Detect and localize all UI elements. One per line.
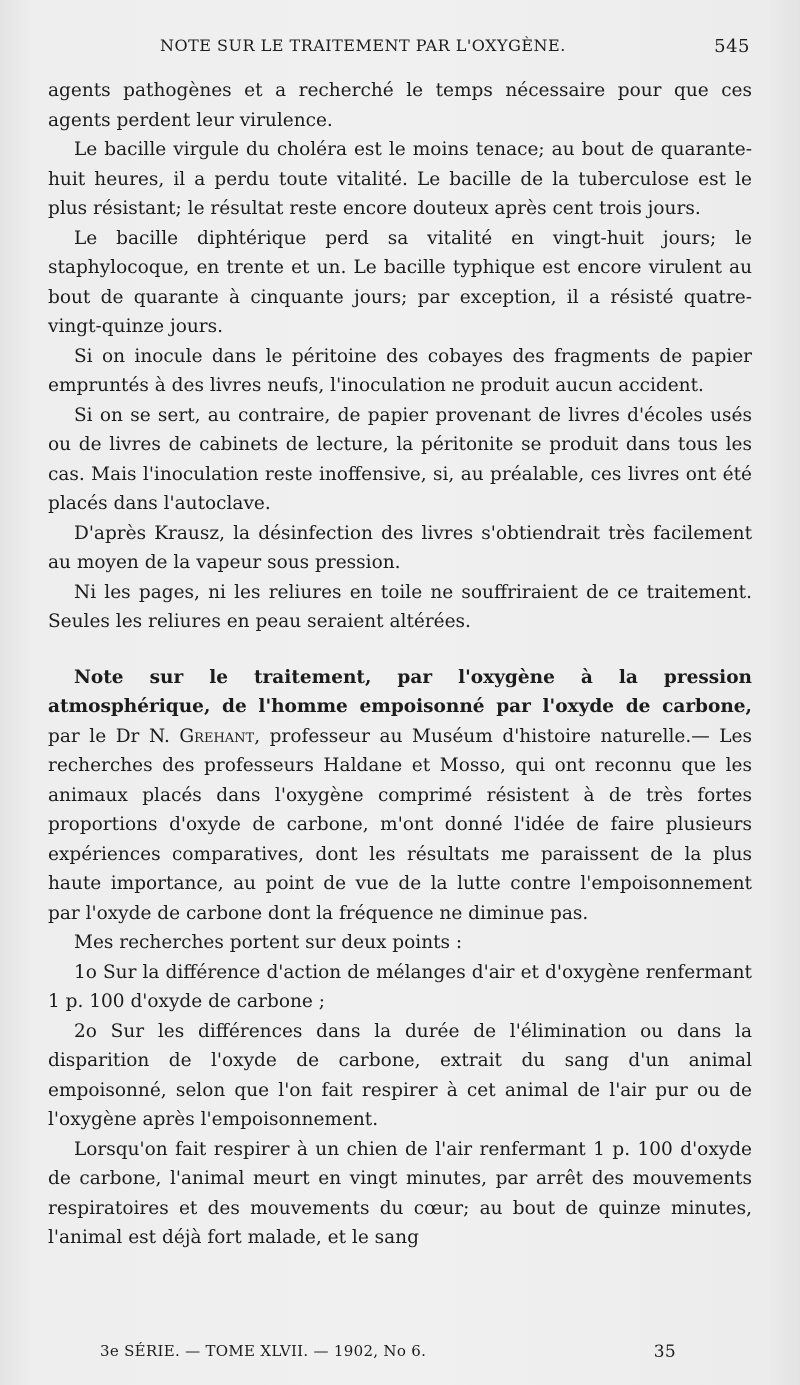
page-footer — [100, 1342, 676, 1366]
body-text — [48, 76, 752, 1253]
note-byline: par le Dr N. — [48, 725, 180, 747]
paragraph: Mes recherches portent sur deux points : — [74, 932, 463, 953]
paragraph: agents pathogènes et a recherché le temps nécessaire pour que ces agents perdent leur virulence. — [48, 80, 752, 131]
paragraph: 1o Sur la différence d'action de mélanges d'air et d'oxygène renfermant 1 p. 100 d'oxyde de carbone ; — [48, 961, 752, 1012]
paragraph: Le bacille diphtérique perd sa vitalité en vingt-huit jours; le staphylocoque, en trente et un. Le bacille typhique est encore virulent au bout de quarante à cinquante jours; par exception, il a résisté quatre-vingt-quinze jours. — [48, 227, 752, 337]
footer-sheet-number: 35 — [653, 1342, 676, 1362]
note-author: Grehant — [179, 725, 255, 747]
paragraph: 2o Sur les différences dans la durée de l'élimination ou dans la disparition de l'oxyde de carbone, extrait du sang d'un animal empoisonné, selon que l'on fait respirer à cet animal de l'air pur ou de l'oxygène après l'empoisonnement. — [48, 1020, 752, 1130]
note-paragraph — [48, 663, 752, 929]
running-title: NOTE SUR LE TRAITEMENT PAR L'OXYGÈNE. — [160, 36, 566, 55]
paragraph: Ni les pages, ni les reliures en toile ne souffriraient de ce traitement. Seules les reliures en peau seraient altérées. — [48, 581, 752, 632]
paragraph: Si on inocule dans le péritoine des cobayes des fragments de papier empruntés à des livres neufs, l'inoculation ne produit aucun accident. — [48, 345, 752, 396]
note-title: Note sur le traitement, par l'oxygène à la pression atmosphérique, de l'homme empoisonné par l'oxyde de carbone, — [48, 666, 752, 717]
running-head — [48, 36, 750, 62]
note-body: Les recherches des professeurs Haldane et Mosso, qui ont reconnu que les animaux placés dans l'oxygène comprimé résistent à de très fortes proportions d'oxyde de carbone, m'ont donné l'idée de faire plusieurs expériences comparatives, dont les résultats me paraissent de la plus haute importance, au point de vue de la lutte contre l'empoisonnement par l'oxyde de carbone dont la fréquence ne diminue pas. — [48, 725, 752, 924]
paragraph: D'après Krausz, la désinfection des livres s'obtiendrait très facilement au moyen de la vapeur sous pression. — [48, 522, 752, 573]
note-affiliation: , professeur au Muséum d'histoire naturelle.— — [254, 725, 720, 747]
paragraph: Le bacille virgule du choléra est le moins tenace; au bout de quarante-huit heures, il a perdu toute vitalité. Le bacille de la tuberculose est le plus résistant; le résultat reste encore douteux après cent trois jours. — [48, 139, 752, 219]
paragraph: Si on se sert, au contraire, de papier provenant de livres d'écoles usés ou de livres de cabinets de lecture, la péritonite se produit dans tous les cas. Mais l'inoculation reste inoffensive, si, au préalable, ces livres ont été placés dans l'autoclave. — [48, 404, 752, 514]
page-number: 545 — [714, 36, 750, 57]
paragraph: Lorsqu'on fait respirer à un chien de l'air renfermant 1 p. 100 d'oxyde de carbone, l'animal meurt en vingt minutes, par arrêt des mouvements respiratoires et des mouvements du cœur; au bout de quinze minutes, l'animal est déjà fort malade, et le sang — [48, 1138, 752, 1248]
section-gap — [48, 637, 752, 663]
footer-series: 3e SÉRIE. — TOME XLVII. — 1902, No 6. — [100, 1342, 427, 1360]
